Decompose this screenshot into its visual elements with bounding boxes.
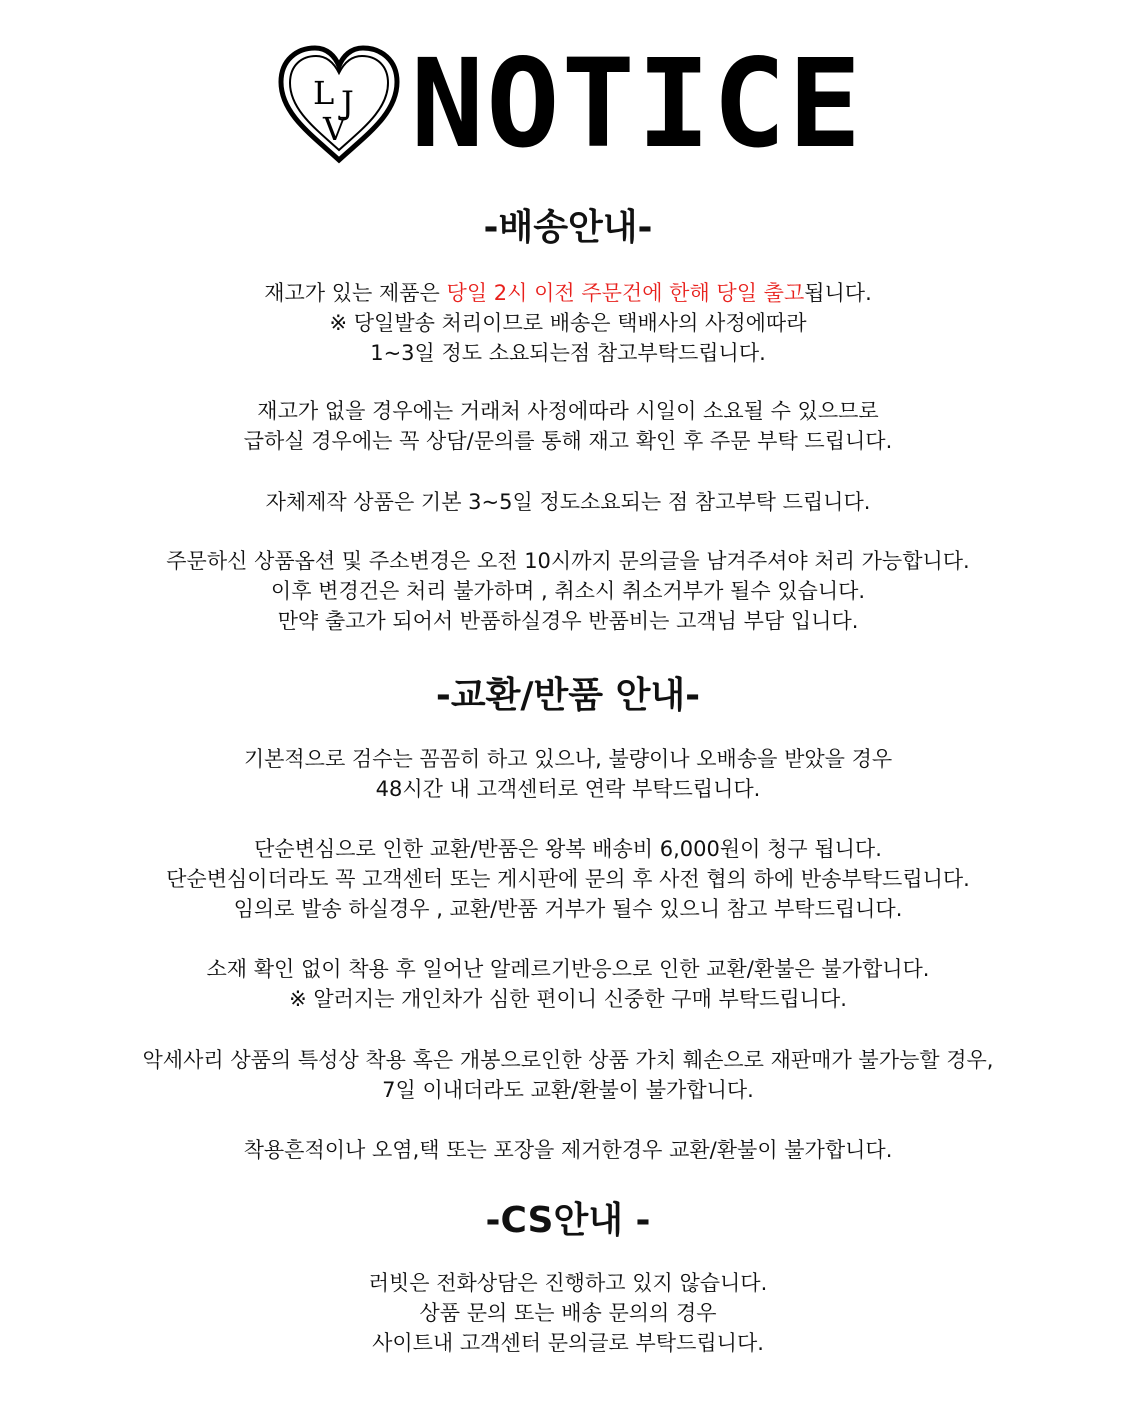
paragraph-line: 단순변심이더라도 꼭 고객센터 또는 게시판에 문의 후 사전 협의 하에 반송부탁드립니다.: [166, 867, 970, 891]
paragraph-line: 자체제작 상품은 기본 3~5일 정도소요되는 점 참고부탁 드립니다.: [265, 490, 871, 514]
cs-section-title: -CS안내 -: [485, 1200, 651, 1241]
paragraph-line: 48시간 내 고객센터로 연락 부탁드립니다.: [375, 777, 761, 801]
highlight-text: 당일 2시 이전 주문건에 한해 당일 출고: [446, 281, 805, 305]
paragraph-line: 기본적으로 검수는 꼼꼼히 하고 있으나, 불량이나 오배송을 받았을 경우: [243, 747, 893, 771]
shipping-paragraph-4: [0, 546, 1136, 636]
paragraph-line: 악세사리 상품의 특성상 착용 혹은 개봉으로인한 상품 가치 훼손으로 재판매가 불가능할 경우,: [142, 1048, 994, 1072]
paragraph-line: 소재 확인 없이 착용 후 일어난 알레르기반응으로 인한 교환/환불은 불가합니다.: [206, 957, 930, 981]
svg-text:L: L: [312, 74, 334, 112]
heart-monogram-logo-icon: [273, 38, 405, 170]
paragraph-line: 이후 변경건은 처리 불가하며 , 취소시 취소거부가 될수 있습니다.: [270, 579, 866, 603]
paragraph-line: 착용흔적이나 오염,택 또는 포장을 제거한경우 교환/환불이 불가합니다.: [243, 1138, 893, 1162]
exchange-paragraph-1: [0, 744, 1136, 804]
exchange-paragraph-5: [0, 1135, 1136, 1165]
paragraph-line: 주문하신 상품옵션 및 주소변경은 오전 10시까지 문의글을 남겨주셔야 처리 가능합니다.: [166, 549, 970, 573]
paragraph-line: 만약 출고가 되어서 반품하실경우 반품비는 고객님 부담 입니다.: [277, 609, 859, 633]
paragraph-line: [0, 278, 1136, 308]
paragraph-line: ※ 알러지는 개인차가 심한 편이니 신중한 구매 부탁드립니다.: [289, 987, 847, 1011]
text-segment: 됩니다.: [804, 281, 872, 305]
paragraph-line: 급하실 경우에는 꼭 상담/문의를 통해 재고 확인 후 주문 부탁 드립니다.: [243, 429, 893, 453]
paragraph-line: 상품 문의 또는 배송 문의의 경우: [419, 1301, 717, 1325]
paragraph-line: 러빗은 전화상담은 진행하고 있지 않습니다.: [368, 1271, 768, 1295]
paragraph-line: 7일 이내더라도 교환/환불이 불가합니다.: [382, 1078, 754, 1102]
exchange-section-title: -교환/반품 안내-: [435, 675, 701, 716]
paragraph-line: 사이트내 고객센터 문의글로 부탁드립니다.: [372, 1331, 764, 1355]
svg-text:V: V: [322, 110, 346, 148]
paragraph-line: 재고가 없을 경우에는 거래처 사정에따라 시일이 소요될 수 있으므로: [257, 399, 879, 423]
text-segment: 재고가 있는 제품은: [264, 281, 447, 305]
shipping-paragraph-2: [0, 396, 1136, 456]
shipping-paragraph-3: [0, 487, 1136, 517]
exchange-paragraph-4: [0, 1045, 1136, 1105]
notice-title: NOTICE: [410, 33, 864, 175]
exchange-paragraph-3: [0, 954, 1136, 1014]
shipping-section-title: -배송안내-: [483, 207, 653, 248]
shipping-paragraph-1: [0, 278, 1136, 368]
paragraph-line: 임의로 발송 하실경우 , 교환/반품 거부가 될수 있으니 참고 부탁드립니다.: [233, 897, 903, 921]
paragraph-line: 단순변심으로 인한 교환/반품은 왕복 배송비 6,000원이 청구 됩니다.: [254, 837, 882, 861]
paragraph-line: ※ 당일발송 처리이므로 배송은 택배사의 사정에따라: [329, 311, 807, 335]
header: [0, 33, 1136, 175]
exchange-paragraph-2: [0, 834, 1136, 924]
cs-paragraph-1: [0, 1268, 1136, 1358]
svg-text:J: J: [340, 84, 354, 122]
paragraph-line: 1~3일 정도 소요되는점 참고부탁드립니다.: [370, 341, 766, 365]
